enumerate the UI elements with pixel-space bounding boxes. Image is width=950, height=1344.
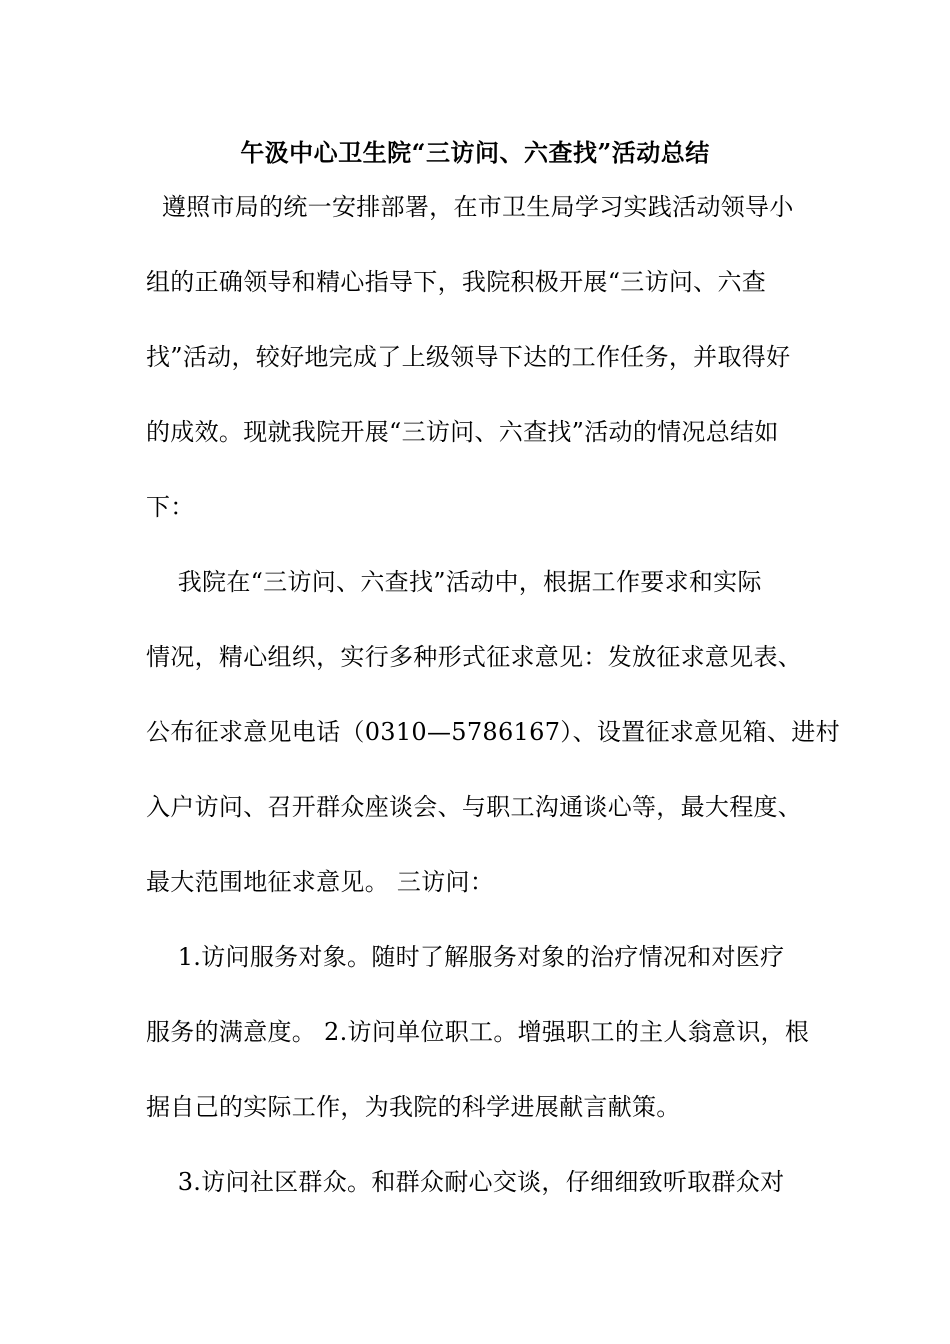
paragraph-line: 据自己的实际工作，为我院的科学进展献言献策。 xyxy=(146,1093,681,1121)
paragraph-line: 3.访问社区群众。和群众耐心交谈，仔细细致听取群众对 xyxy=(146,1168,785,1196)
paragraph-line: 服务的满意度。 2.访问单位职工。增强职工的主人翁意识，根 xyxy=(146,1018,810,1046)
document-title: 午汲中心卫生院“三访问、六查找”活动总结 xyxy=(240,138,710,167)
paragraph-line: 入户访问、召开群众座谈会、与职工沟通谈心等，最大程度、 xyxy=(146,793,803,821)
paragraph-line: 遵照市局的统一安排部署，在市卫生局学习实践活动领导小 xyxy=(146,193,794,221)
paragraph-line: 公布征求意见电话（0310—5786167）、设置征求意见箱、进村 xyxy=(146,718,840,746)
paragraph-line: 1.访问服务对象。随时了解服务对象的治疗情况和对医疗 xyxy=(146,943,785,971)
paragraph-line: 情况，精心组织，实行多种形式征求意见：发放征求意见表、 xyxy=(146,643,803,671)
paragraph-line: 找”活动，较好地完成了上级领导下达的工作任务，并取得好 xyxy=(146,343,791,371)
paragraph-line: 我院在“三访问、六查找”活动中，根据工作要求和实际 xyxy=(146,568,762,596)
paragraph-line: 组的正确领导和精心指导下，我院积极开展“三访问、六查 xyxy=(146,268,767,296)
paragraph-line: 的成效。现就我院开展“三访问、六查找”活动的情况总结如 xyxy=(146,418,779,446)
paragraph-line: 最大范围地征求意见。 三访问： xyxy=(146,868,495,896)
paragraph-line: 下： xyxy=(146,493,195,521)
